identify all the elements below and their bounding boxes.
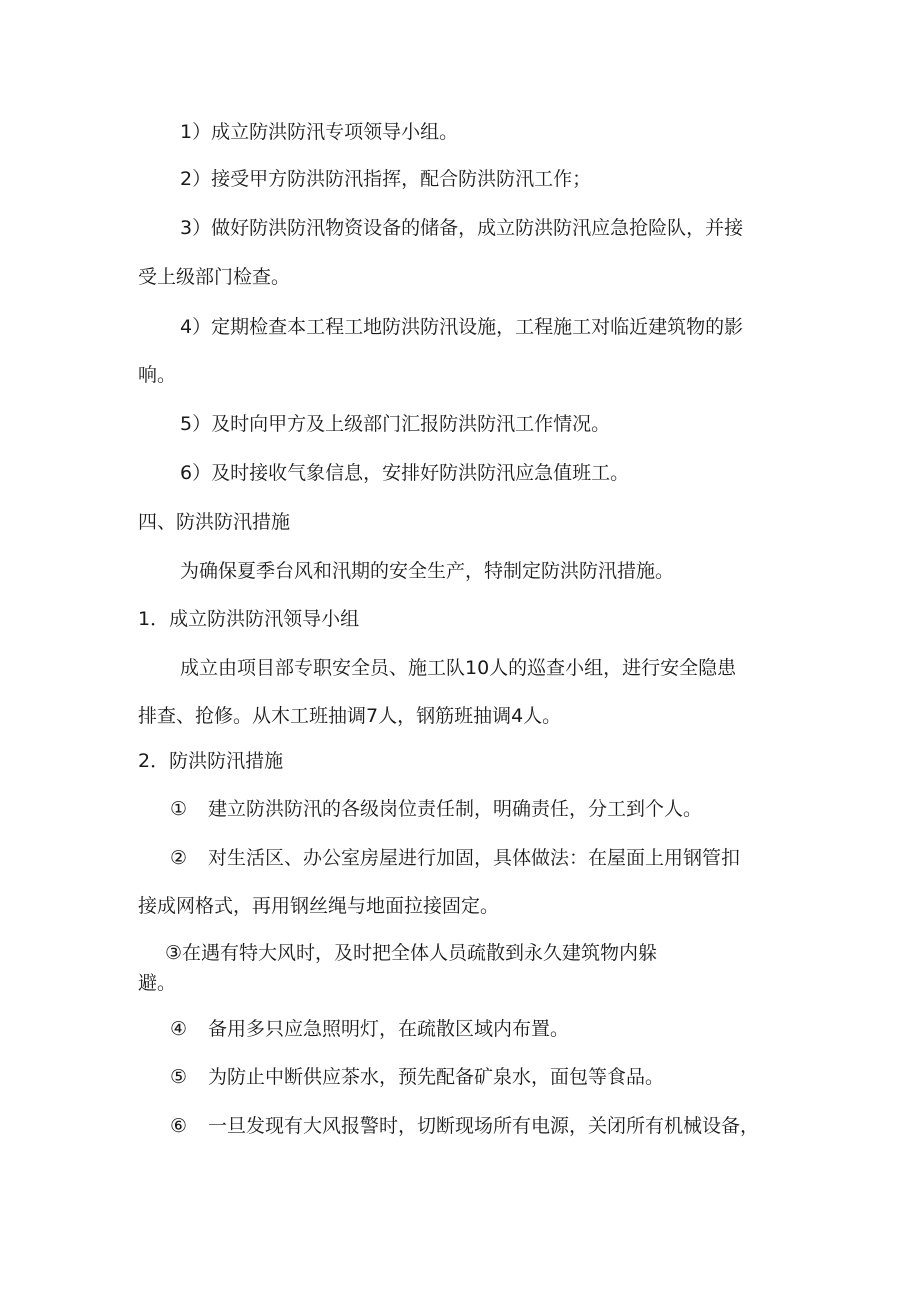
measure-item-2-continued: 接成网格式，再用钢丝绳与地面拉接固定。 (138, 895, 500, 917)
measure-text: 为防止中断供应茶水，预先配备矿泉水，面包等食品。 (208, 1066, 665, 1088)
measure-number: ② (170, 847, 188, 869)
measure-text: 一旦发现有大风报警时，切断现场所有电源，关闭所有机械设备， (208, 1115, 760, 1137)
duty-item-6: 6）及时接收气象信息，安排好防洪防汛应急值班工。 (180, 462, 630, 484)
subsection-2-title: 2．防洪防汛措施 (138, 750, 284, 772)
duty-item-2: 2）接受甲方防洪防汛指挥，配合防洪防汛工作； (180, 168, 592, 190)
measure-item-2 (170, 845, 740, 871)
measure-number: ① (170, 798, 188, 820)
measure-number: ③ (165, 942, 183, 964)
measure-number: ④ (170, 1018, 188, 1040)
subsection-1-text-continued: 排查、抢修。从木工班抽调7人，钢筋班抽调4人。 (138, 705, 562, 727)
measure-item-6 (170, 1113, 759, 1139)
measure-item-5 (170, 1064, 664, 1090)
duty-item-5: 5）及时向甲方及上级部门汇报防洪防汛工作情况。 (180, 413, 611, 435)
subsection-1-title: 1．成立防洪防汛领导小组 (138, 608, 360, 630)
measure-text: 建立防洪防汛的各级岗位责任制，明确责任，分工到个人。 (208, 798, 703, 820)
duty-item-4: 4）定期检查本工程工地防洪防汛设施，工程施工对临近建筑物的影 (180, 316, 744, 338)
subsection-1-text: 成立由项目部专职安全员、施工队10人的巡查小组，进行安全隐患 (180, 657, 737, 679)
duty-item-3-continued: 受上级部门检查。 (138, 266, 291, 288)
measure-item-3-continued: 避。 (138, 972, 177, 994)
measure-text: 对生活区、办公室房屋进行加固，具体做法：在屋面上用钢管扣 (208, 847, 741, 869)
measure-text: 备用多只应急照明灯，在疏散区域内布置。 (208, 1018, 570, 1040)
duty-item-3: 3）做好防洪防汛物资设备的储备，成立防洪防汛应急抢险队，并接 (180, 217, 744, 239)
measure-number: ⑤ (170, 1066, 188, 1088)
measure-item-4 (170, 1016, 569, 1042)
measure-number: ⑥ (170, 1115, 188, 1137)
section-heading: 四、防洪防汛措施 (138, 511, 291, 533)
duty-item-1: 1）成立防洪防汛专项领导小组。 (180, 121, 459, 143)
duty-item-4-continued: 响。 (138, 364, 177, 386)
measure-item-1 (170, 796, 702, 822)
intro-paragraph: 为确保夏季台风和汛期的安全生产，特制定防洪防汛措施。 (180, 560, 675, 582)
measure-text: 在遇有特大风时，及时把全体人员疏散到永久建筑物内躲 (182, 942, 658, 964)
measure-item-3 (165, 940, 657, 966)
